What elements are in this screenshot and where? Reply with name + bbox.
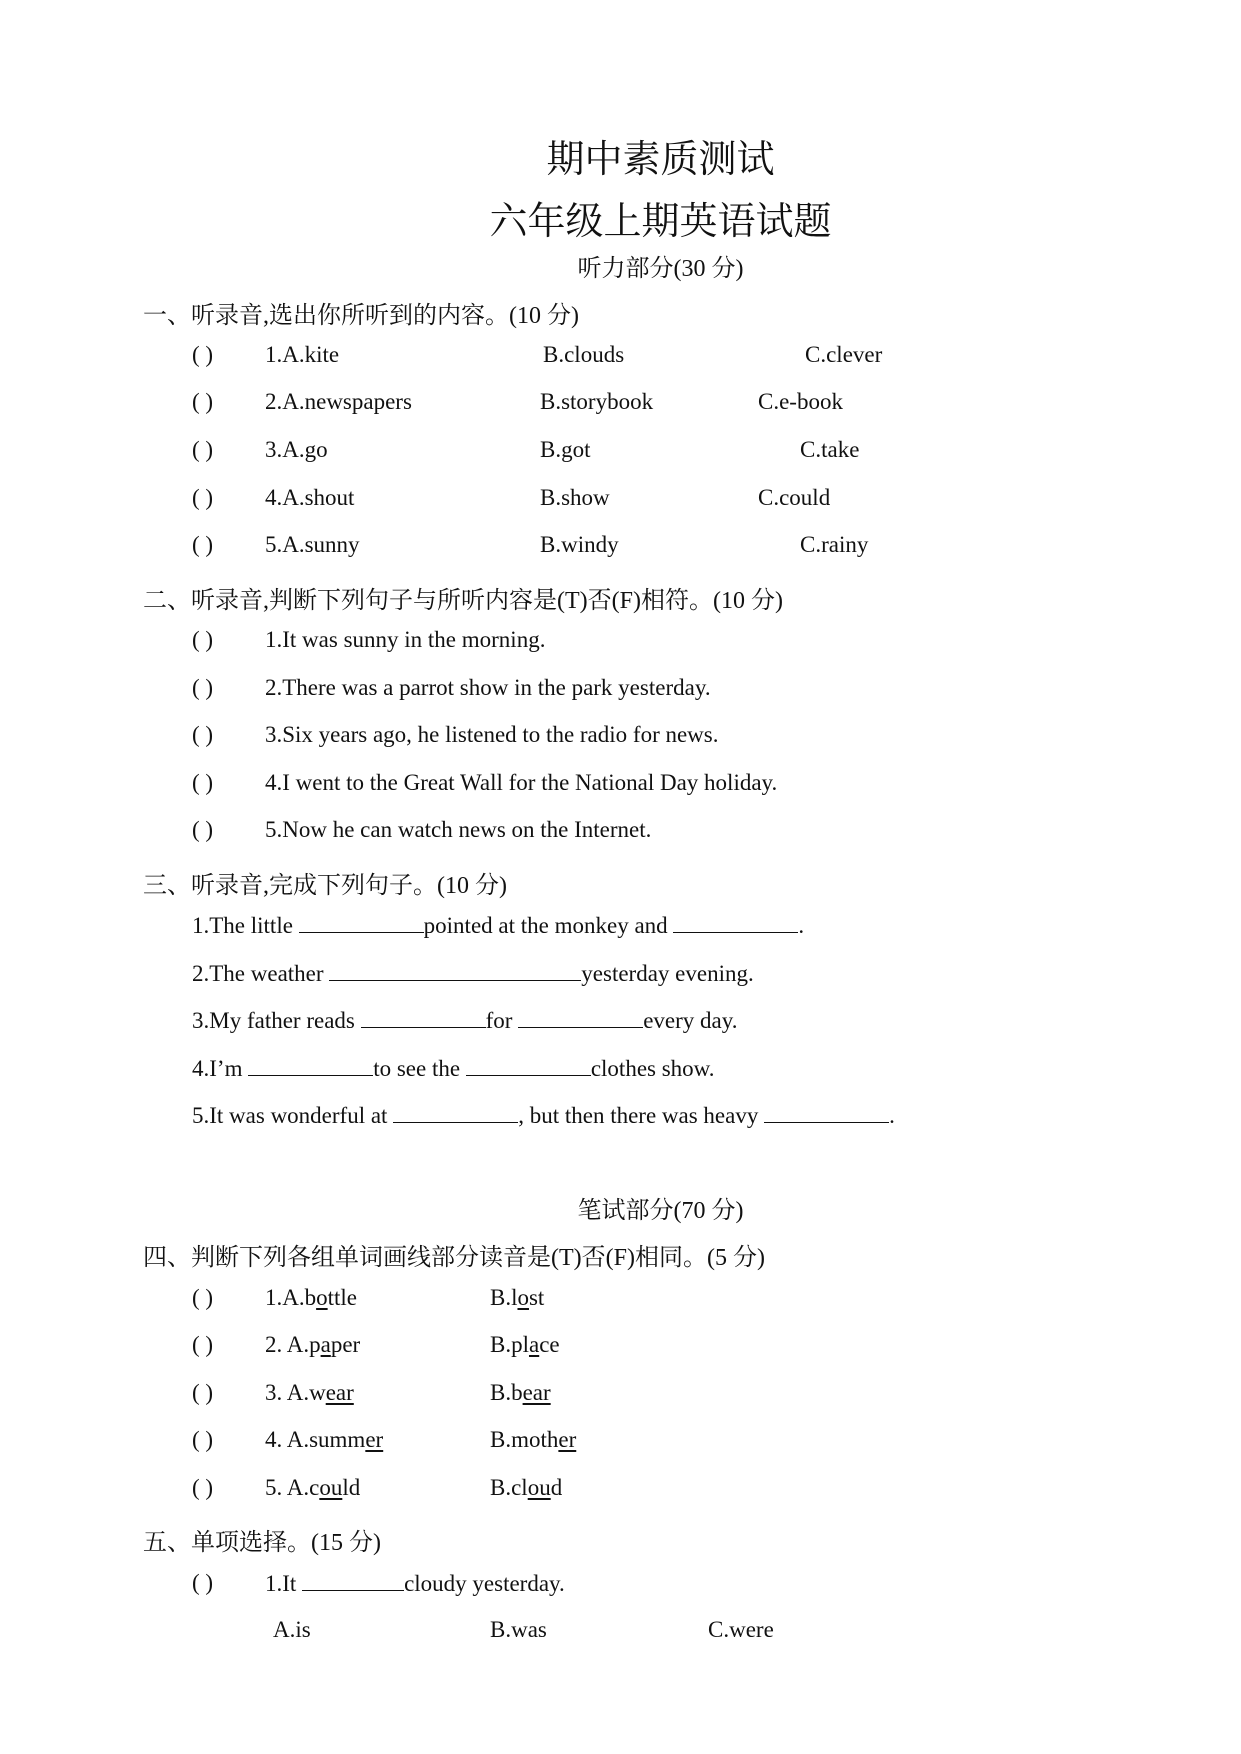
sentence-text: every day. xyxy=(643,1008,738,1033)
blank-field[interactable] xyxy=(518,1007,643,1028)
option-a: 2.A.newspapers xyxy=(265,389,412,414)
section4-title: 四、判断下列各组单词画线部分读音是(T)否(F)相同。(5 分) xyxy=(143,1245,765,1271)
statement-text: 2.There was a parrot show in the park yesterday. xyxy=(265,675,711,700)
answer-paren[interactable]: ( ) xyxy=(192,389,214,414)
word-a: 2. A.paper xyxy=(265,1332,361,1357)
sentence-text: 3.My father reads xyxy=(192,1008,361,1033)
blank-field[interactable] xyxy=(329,960,581,981)
fill-sentence-2 xyxy=(192,960,754,987)
option-b: B.show xyxy=(540,485,610,510)
answer-paren[interactable]: ( ) xyxy=(192,1285,214,1310)
answer-paren[interactable]: ( ) xyxy=(192,770,214,795)
word-b: B.lost xyxy=(490,1285,545,1310)
sentence-text: pointed at the monkey and xyxy=(423,913,674,938)
underlined-part: ou xyxy=(527,1475,551,1500)
word-a: 1.A.bottle xyxy=(265,1285,358,1310)
underlined-part: er xyxy=(365,1427,384,1452)
sentence-text: . xyxy=(889,1103,895,1128)
section3-title: 三、听录音,完成下列句子。(10 分) xyxy=(143,873,507,899)
word-b: B.cloud xyxy=(490,1475,563,1500)
underlined-part: o xyxy=(316,1285,328,1310)
blank-field[interactable] xyxy=(673,912,798,933)
fill-sentence-4 xyxy=(192,1055,715,1082)
word-a: 3. A.wear xyxy=(265,1380,354,1405)
underlined-part: er xyxy=(558,1427,577,1452)
blank-field[interactable] xyxy=(248,1055,373,1076)
option-a: 4.A.shout xyxy=(265,485,355,510)
fill-sentence-5 xyxy=(192,1102,895,1129)
sentence-text: 1.The little xyxy=(192,913,299,938)
option-b: B.was xyxy=(490,1617,547,1642)
answer-paren[interactable]: ( ) xyxy=(192,1475,214,1500)
option-b: B.got xyxy=(540,437,591,462)
answer-paren[interactable]: ( ) xyxy=(192,437,214,462)
page-subtitle: 六年级上期英语试题 xyxy=(489,201,832,243)
blank-field[interactable] xyxy=(361,1007,486,1028)
answer-paren[interactable]: ( ) xyxy=(192,1427,214,1452)
statement-text: 5.Now he can watch news on the Internet. xyxy=(265,817,652,842)
blank-field[interactable] xyxy=(393,1102,518,1123)
sentence-text: , but then there was heavy xyxy=(518,1103,765,1128)
section1-title: 一、听录音,选出你所听到的内容。(10 分) xyxy=(143,303,579,329)
sentence-text: 5.It was wonderful at xyxy=(192,1103,394,1128)
option-c: C.were xyxy=(708,1617,774,1642)
blank-field[interactable] xyxy=(466,1055,591,1076)
fill-sentence-3 xyxy=(192,1007,737,1034)
question-text: 1.It cloudy yesterday. xyxy=(265,1571,565,1596)
option-c: C.rainy xyxy=(800,532,869,557)
blank-field[interactable] xyxy=(299,912,424,933)
word-b: B.bear xyxy=(490,1380,551,1405)
word-b: B.mother xyxy=(490,1427,577,1452)
answer-paren[interactable]: ( ) xyxy=(192,722,214,747)
underlined-part: ou xyxy=(319,1475,343,1500)
sentence-text: yesterday evening. xyxy=(581,961,754,986)
underlined-part: ear xyxy=(325,1380,354,1405)
word-a: 4. A.summer xyxy=(265,1427,384,1452)
sentence-text: 4.I’m xyxy=(192,1056,249,1081)
underlined-part: ear xyxy=(522,1380,551,1405)
sentence-text: clothes show. xyxy=(590,1056,715,1081)
option-c: C.e-book xyxy=(758,389,843,414)
statement-text: 4.I went to the Great Wall for the National Day holiday. xyxy=(265,770,778,795)
sentence-text: 2.The weather xyxy=(192,961,330,986)
writing-header: 笔试部分(70 分) xyxy=(577,1198,744,1224)
option-a: 1.A.kite xyxy=(265,342,340,367)
blank-field[interactable] xyxy=(302,1570,404,1591)
answer-paren[interactable]: ( ) xyxy=(192,485,214,510)
option-a: 3.A.go xyxy=(265,437,328,462)
statement-text: 3.Six years ago, he listened to the radio for news. xyxy=(265,722,719,747)
option-b: B.storybook xyxy=(540,389,654,414)
section2-title: 二、听录音,判断下列句子与所听内容是(T)否(F)相符。(10 分) xyxy=(143,588,783,614)
answer-paren[interactable]: ( ) xyxy=(192,817,214,842)
option-b: B.clouds xyxy=(543,342,625,367)
answer-paren[interactable]: ( ) xyxy=(192,342,214,367)
underlined-part: a xyxy=(320,1332,331,1357)
answer-paren[interactable]: ( ) xyxy=(192,627,214,652)
answer-paren[interactable]: ( ) xyxy=(192,1380,214,1405)
answer-paren[interactable]: ( ) xyxy=(192,1570,214,1595)
word-a: 5. A.could xyxy=(265,1475,361,1500)
answer-paren[interactable]: ( ) xyxy=(192,1332,214,1357)
section5-title: 五、单项选择。(15 分) xyxy=(143,1530,381,1556)
option-a: 5.A.sunny xyxy=(265,532,360,557)
option-c: C.clever xyxy=(805,342,883,367)
option-c: C.take xyxy=(800,437,860,462)
option-b: B.windy xyxy=(540,532,619,557)
answer-paren[interactable]: ( ) xyxy=(192,675,214,700)
underlined-part: o xyxy=(517,1285,529,1310)
statement-text: 1.It was sunny in the morning. xyxy=(265,627,546,652)
page-title: 期中素质测试 xyxy=(546,139,775,181)
underlined-part: a xyxy=(528,1332,540,1357)
sentence-text: . xyxy=(798,913,805,938)
listening-header: 听力部分(30 分) xyxy=(577,256,744,282)
fill-sentence-1 xyxy=(192,912,804,939)
option-a: A.is xyxy=(273,1617,311,1642)
option-c: C.could xyxy=(758,485,831,510)
sentence-text: for xyxy=(485,1008,519,1033)
blank-field[interactable] xyxy=(764,1102,889,1123)
word-b: B.place xyxy=(490,1332,560,1357)
answer-paren[interactable]: ( ) xyxy=(192,532,214,557)
sentence-text: to see the xyxy=(373,1056,466,1081)
